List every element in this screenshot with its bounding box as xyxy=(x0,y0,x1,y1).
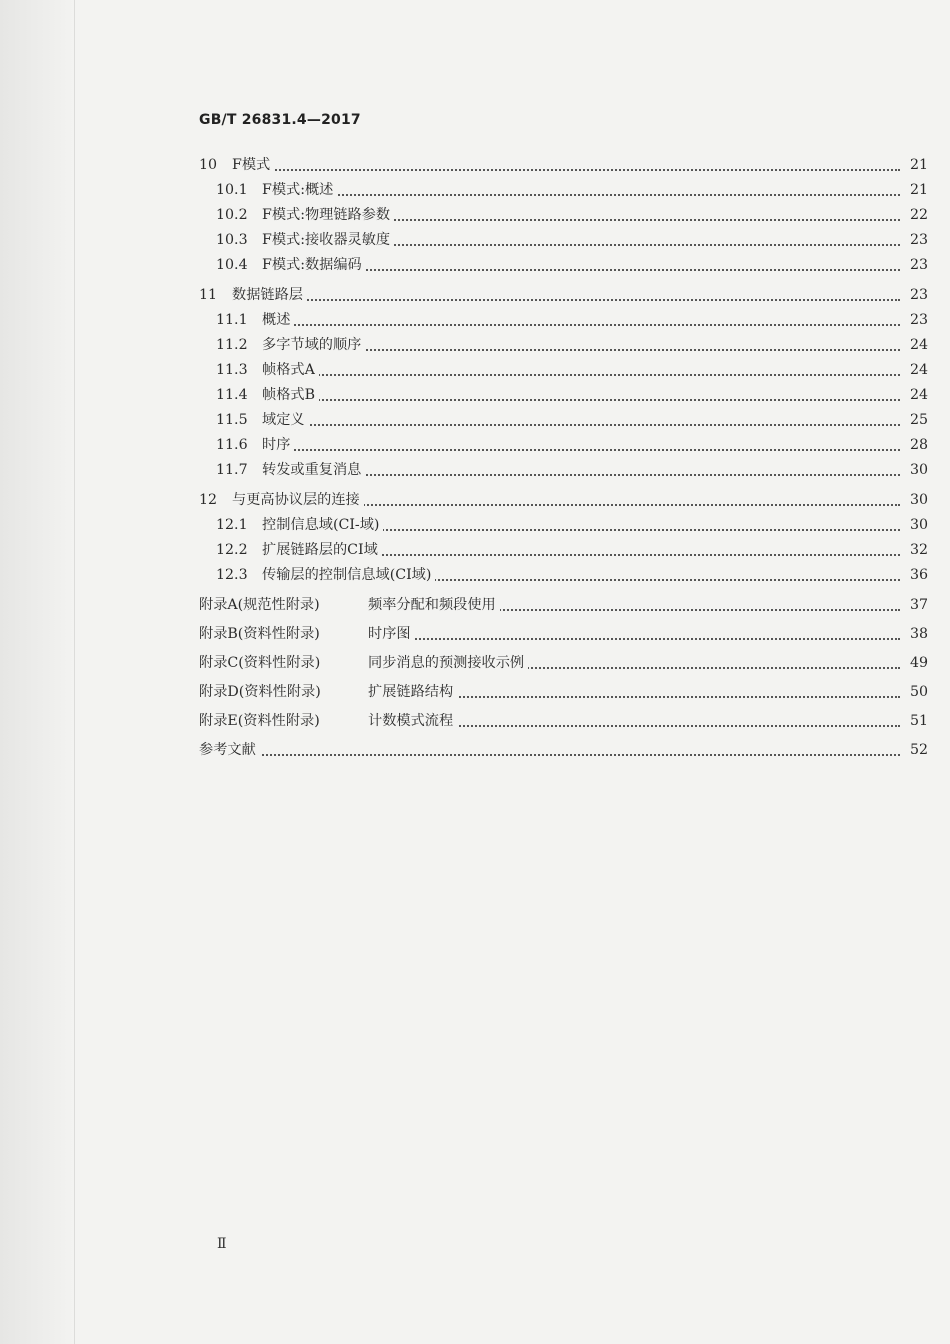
toc-entry-page: 38 xyxy=(902,623,928,645)
toc-entry-number: 12 xyxy=(199,492,218,508)
toc-entry-number: 10.4 xyxy=(216,257,248,273)
toc-entry-page: 23 xyxy=(902,309,928,331)
toc-entry[interactable] xyxy=(0,204,950,226)
toc-entry-page: 52 xyxy=(902,739,928,761)
toc-leader-dots xyxy=(232,169,900,171)
toc-leader-dots xyxy=(262,324,900,326)
toc-entry-page: 51 xyxy=(902,710,928,732)
toc-entry-number: 12.1 xyxy=(216,517,248,533)
toc-leader-dots xyxy=(199,754,900,756)
toc-entry-page: 21 xyxy=(902,154,928,176)
toc-entry[interactable] xyxy=(0,539,950,561)
toc-entry[interactable] xyxy=(0,514,950,536)
page-number: Ⅱ xyxy=(217,1236,227,1252)
toc-entry-number: 11.4 xyxy=(216,387,248,403)
toc-entry[interactable] xyxy=(0,739,950,761)
toc-entry-title: 控制信息域(CI-域) xyxy=(262,514,383,536)
toc-entry-number: 附录E(资料性附录) xyxy=(199,713,320,729)
toc-entry-title: F模式:概述 xyxy=(262,179,337,201)
toc-entry-title: 计数模式流程 xyxy=(368,710,457,732)
toc-entry-number: 11.6 xyxy=(216,437,248,453)
toc-entry-title: 帧格式A xyxy=(262,359,319,381)
toc-entry-page: 36 xyxy=(902,564,928,586)
toc-entry[interactable] xyxy=(0,434,950,456)
toc-entry-page: 21 xyxy=(902,179,928,201)
toc-entry-title: F模式:接收器灵敏度 xyxy=(262,229,394,251)
toc-entry[interactable] xyxy=(0,489,950,511)
toc-leader-dots xyxy=(232,299,900,301)
toc-entry[interactable] xyxy=(0,309,950,331)
toc-entry[interactable] xyxy=(0,154,950,176)
toc-leader-dots xyxy=(262,399,900,401)
toc-entry-number: 11 xyxy=(199,287,218,303)
toc-entry-page: 28 xyxy=(902,434,928,456)
toc-entry-title: 转发或重复消息 xyxy=(262,459,365,481)
toc-entry[interactable] xyxy=(0,254,950,276)
toc-entry-title: 传输层的控制信息域(CI域) xyxy=(262,564,435,586)
toc-entry-number: 11.2 xyxy=(216,337,248,353)
toc-entry-number: 11.5 xyxy=(216,412,248,428)
toc-entry[interactable] xyxy=(0,229,950,251)
toc-entry[interactable] xyxy=(0,384,950,406)
toc-entry-number: 10.2 xyxy=(216,207,248,223)
toc-leader-dots xyxy=(262,194,900,196)
toc-leader-dots xyxy=(368,638,900,640)
toc-entry[interactable] xyxy=(0,459,950,481)
toc-entry-title: 多字节域的顺序 xyxy=(262,334,365,356)
toc-entry-page: 50 xyxy=(902,681,928,703)
toc-entry-page: 24 xyxy=(902,334,928,356)
toc-entry-title: F模式:物理链路参数 xyxy=(262,204,394,226)
toc-entry-number: 10 xyxy=(199,157,218,173)
toc-leader-dots xyxy=(262,374,900,376)
toc-entry-number: 附录A(规范性附录) xyxy=(199,597,320,613)
toc-entry-number: 10.1 xyxy=(216,182,248,198)
toc-entry-title: 扩展链路层的CI域 xyxy=(262,539,382,561)
toc-entry-number: 11.7 xyxy=(216,462,248,478)
toc-entry-number: 附录C(资料性附录) xyxy=(199,655,321,671)
document-code: GB/T 26831.4—2017 xyxy=(199,112,361,128)
toc-leader-dots xyxy=(262,449,900,451)
toc-entry-title: 扩展链路结构 xyxy=(368,681,457,703)
toc-entry-page: 32 xyxy=(902,539,928,561)
toc-entry-page: 22 xyxy=(902,204,928,226)
toc-entry-title: 概述 xyxy=(262,309,294,331)
toc-entry-page: 25 xyxy=(902,409,928,431)
toc-entry-number: 12.2 xyxy=(216,542,248,558)
toc-entry-number: 附录B(资料性附录) xyxy=(199,626,320,642)
toc-entry-number: 12.3 xyxy=(216,567,248,583)
toc-entry[interactable] xyxy=(0,652,950,674)
toc-entry-title: F模式:数据编码 xyxy=(262,254,366,276)
toc-entry-title: 域定义 xyxy=(262,409,309,431)
toc-entry-number: 附录D(资料性附录) xyxy=(199,684,321,700)
toc-entry[interactable] xyxy=(0,623,950,645)
toc-entry[interactable] xyxy=(0,710,950,732)
toc-entry-title: F模式 xyxy=(232,154,274,176)
toc-entry-page: 23 xyxy=(902,229,928,251)
toc-entry-page: 49 xyxy=(902,652,928,674)
toc-entry-title: 同步消息的预测接收示例 xyxy=(368,652,528,674)
toc-entry-page: 23 xyxy=(902,284,928,306)
toc-entry-page: 24 xyxy=(902,359,928,381)
toc-entry-page: 37 xyxy=(902,594,928,616)
toc-entry[interactable] xyxy=(0,179,950,201)
toc-entry-page: 24 xyxy=(902,384,928,406)
toc-entry[interactable] xyxy=(0,284,950,306)
toc-entry[interactable] xyxy=(0,359,950,381)
toc-entry-number: 11.1 xyxy=(216,312,248,328)
toc-entry-title: 时序 xyxy=(262,434,294,456)
toc-entry[interactable] xyxy=(0,681,950,703)
toc-entry-title: 与更高协议层的连接 xyxy=(232,489,364,511)
toc-entry[interactable] xyxy=(0,334,950,356)
toc-entry[interactable] xyxy=(0,409,950,431)
toc-entry-title: 频率分配和频段使用 xyxy=(368,594,500,616)
toc-entry-title: 时序图 xyxy=(368,623,415,645)
toc-entry-title: 数据链路层 xyxy=(232,284,307,306)
toc-entry[interactable] xyxy=(0,594,950,616)
toc-entry-number: 10.3 xyxy=(216,232,248,248)
toc-entry[interactable] xyxy=(0,564,950,586)
toc-entry-page: 23 xyxy=(902,254,928,276)
toc-leader-dots xyxy=(262,424,900,426)
toc-entry-page: 30 xyxy=(902,514,928,536)
toc-entry-title: 帧格式B xyxy=(262,384,319,406)
toc-entry-title: 参考文献 xyxy=(199,739,260,761)
toc-entry-page: 30 xyxy=(902,459,928,481)
toc-entry-page: 30 xyxy=(902,489,928,511)
toc-entry-number: 11.3 xyxy=(216,362,248,378)
